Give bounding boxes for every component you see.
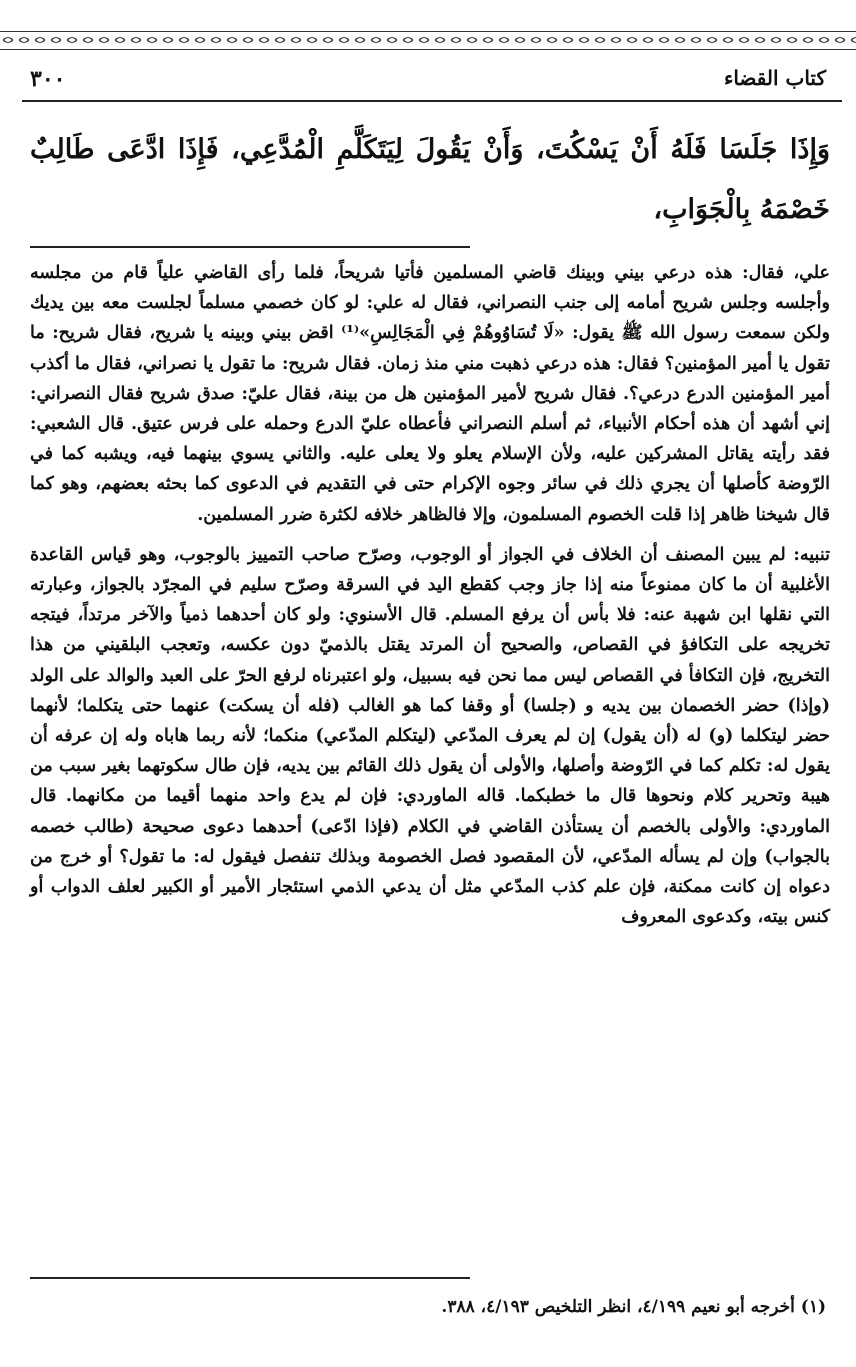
footnote: (١) أخرجه أبو نعيم ٤/١٩٩، انظر التلخيص ٤/١٩٣، ٣٨٨. (441, 1297, 826, 1317)
page-number: ٣٠٠ (30, 66, 66, 92)
border-line-top (0, 31, 856, 32)
commentary-block (30, 258, 830, 932)
book-title: كتاب القضاء (723, 66, 826, 90)
matn-separator-rule (30, 246, 470, 248)
border-line-bottom (0, 49, 856, 50)
commentary-paragraph-1: علي، فقال: هذه درعي بيني وبينك قاضي المسلمين فأتيا شريحاً، فلما رأى القاضي علياً قام من مجلسه وأجلسه وجلس شريح أمامه إلى جنب النصراني، فقال له علي: لو كان خصمي مسلماً لجلست معه بين يديك ولكن سمعت رسول الله ﷺ يقول: «لَا تُسَاوُوهُمْ فِي الْمَجَالِسِ»⁽¹⁾ اقض بيني وبينه يا شريح، فقال شريح: ما تقول يا أمير المؤمنين؟ فقال: هذه درعي ذهبت مني منذ زمان. فقال شريح: ما تقول يا نصراني، فقال ما أكذب أمير المؤمنين الدرع درعي؟. فقال شريح لأمير المؤمنين هل من بينة، فقال عليّ: صدق شريح فقال النصراني: إني أشهد أن هذه أحكام الأنبياء، ثم أسلم النصراني فأعطاه عليّ الدرع وحمله على فرس عتيق. قال الشعبي: فقد رأيته يقاتل المشركين عليه، ولأن الإسلام يعلو ولا يعلى عليه. والثاني يسوي بينهما فيه، ويشبه كما في الرّوضة كأصلها أن يجري ذلك في سائر وجوه الإكرام حتى في التقديم في الدعوى كما بحثه بعضهم، وهو كما قال شيخنا ظاهر إذا قلت الخصوم المسلمون، وإلا فالظاهر خلافه لكثرة ضرر المسلمين. (30, 263, 830, 525)
header-rule (22, 100, 842, 102)
decorative-chain-border (0, 0, 856, 58)
commentary-paragraph-2: تنبيه: لم يبين المصنف أن الخلاف في الجواز أو الوجوب، وصرّح صاحب التمييز بالوجوب، وهو قياس القاعدة الأغلبية أن ما كان ممنوعاً منه إذا جاز وجب كقطع اليد في السرقة وصرّح سليم في المجرّد بالجواز، وعبارته التي نقلها ابن شهبة عنه: فلا بأس أن يرفع المسلم. قال الأسنوي: ولو كان أحدهما ذمياً والآخر مرتداً، فيتجه تخريجه على التكافؤ في القصاص، والصحيح أن المرتد يقتل بالذميّ دون عكسه، وتعجب البلقيني من هذا التخريج، فإن التكافأ في القصاص ليس مما نحن فيه بسبيل، ولو اعتبرناه لرفع الحرّ على العبد والوالد على الولد (وإذا) حضر الخصمان بين يديه و (جلسا) أو وقفا كما هو الغالب (فله أن يسكت) عنهما حتى يتكلما؛ لأنهما حضر ليتكلما (و) له (أن يقول) إن لم يعرف المدّعي (ليتكلم المدّعي) منكما؛ لأنه ربما هاباه وله إن عرفه أن يقول له: تكلم كما في الرّوضة وأصلها، والأولى أن يقول ذلك القائم بين يديه، فإن طال سكوتهما بغير سبب من هيبة وتحرير كلام ونحوها قال ما خطبكما. قاله الماوردي: فإن لم يدع واحد منهما أقيما من مكانهما. قال الماوردي: والأولى بالخصم أن يستأذن القاضي في الكلام (فإذا ادّعى) أحدهما دعوى صحيحة (طالب خصمه بالجواب) وإن لم يسأله المدّعي، لأن المقصود فصل الخصومة وبذلك تنفصل فيقول له: ما تقول؟ أو خرج من دعواه إن كانت ممكنة، فإن علم كذب المدّعي مثل أن يدعي الذمي استئجار الأمير أو الكبير لعلف الدواب أو كنس بيته، وكدعوى المعروف (30, 544, 831, 928)
matn-text-block (30, 120, 830, 240)
footnote-separator-rule (30, 1277, 470, 1279)
matn-text: وَإِذَا جَلَسَا فَلَهُ أَنْ يَسْكُتَ، وَأَنْ يَقُولَ لِيَتَكَلَّمِ الْمُدَّعِي، فَإِذَا ادَّعَى طَالِبٌ خَصْمَهُ بِالْجَوَابِ، (30, 134, 830, 225)
chain-ornament (0, 33, 856, 47)
